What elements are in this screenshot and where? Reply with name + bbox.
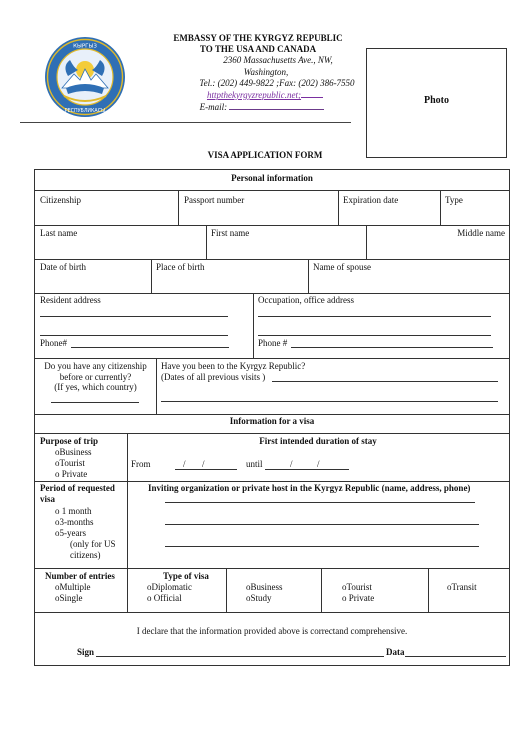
seal-top-text: КЫРГЫЗ: [73, 43, 97, 50]
header-address-2: Washington,: [243, 66, 289, 77]
header-phone: Tel.: (202) 449-9822 ;Fax: (202) 386-7550: [199, 77, 355, 88]
inviting-host-heading: Inviting organization or private host in the Kyrgyz Republic (name, address, phone): [148, 483, 471, 493]
header-line-1: EMBASSY OF THE KYRGYZ REPUBLIC: [173, 33, 343, 43]
passport-type-field[interactable]: Type: [445, 195, 463, 205]
duration-from-field[interactable]: [175, 469, 237, 470]
occupation-address-field[interactable]: Occupation, office address: [258, 295, 355, 305]
row-divider: [35, 481, 509, 482]
form-title: VISA APPLICATION FORM: [207, 150, 323, 160]
seal-bottom-text: РЕСПУБЛИКАСЫ: [64, 109, 106, 114]
passport-number-field[interactable]: Passport number: [184, 195, 245, 205]
duration-from-label: From: [131, 459, 151, 469]
spouse-name-field[interactable]: Name of spouse: [313, 262, 371, 272]
other-citizenship-question: Do you have any citizenship before or currently? (If yes, which country): [44, 361, 147, 392]
other-citizenship-field[interactable]: [51, 402, 139, 403]
email-field[interactable]: [229, 101, 324, 110]
visa-application-form: Personal information Citizenship Passport number Expiration date Type Last name First name Middle name Date of birth Place of birth Name of spouse Resident address Phone# Occupation, office address Phone # Do you have any citizenship before or currently? (If yes, which country) Have you been to the Kyrgyz Republic? (Dates of all previous visits ) Information for a visa Purpose of trip oBusiness oTourist o Private First intended duration of stay From / / until / / Period of requested visa o 1 month o3-months o5-years (only for US citizens) Inviting organization or private host in the Kyrgyz Republic (name, address, phone) Number of entries oMultiple oSingle Type of visa oDiplomatic o Official oBusiness oStudy oTourist o Private oTransit I declare that the information provided above is correctand comprehensive. Sign Data: [34, 169, 510, 666]
inviting-host-field[interactable]: [165, 502, 475, 503]
office-phone-field[interactable]: Phone #: [258, 338, 288, 348]
period-5-years-option[interactable]: o5-years: [55, 528, 86, 538]
purpose-private-option[interactable]: o Private: [55, 469, 88, 479]
row-divider: [35, 433, 509, 434]
row-divider: [35, 293, 509, 294]
type-business-option[interactable]: oBusiness: [246, 582, 283, 592]
resident-address-field[interactable]: Resident address: [40, 295, 101, 305]
row-divider: [35, 568, 509, 569]
purpose-tourist-option[interactable]: oTourist: [55, 458, 85, 468]
visa-type-heading: Type of visa: [163, 571, 209, 581]
type-diplomatic-option[interactable]: oDiplomatic: [147, 582, 192, 592]
personal-info-heading: Personal information: [231, 173, 313, 183]
duration-until-field[interactable]: [265, 469, 349, 470]
resident-phone-field[interactable]: Phone#: [40, 338, 67, 348]
declaration-text: I declare that the information provided above is correctand comprehensive.: [136, 626, 408, 636]
embassy-header: [140, 33, 376, 113]
entries-multiple-option[interactable]: oMultiple: [55, 582, 91, 592]
citizenship-field[interactable]: Citizenship: [40, 195, 81, 205]
row-divider: [35, 259, 509, 260]
period-3-months-option[interactable]: o3-months: [55, 517, 94, 527]
signature-date-field[interactable]: [405, 656, 506, 657]
period-1-month-option[interactable]: o 1 month: [55, 506, 92, 516]
expiration-date-field[interactable]: Expiration date: [343, 195, 399, 205]
previous-visits-question: Have you been to the Kyrgyz Republic?: [161, 361, 306, 371]
header-line-2: TO THE USA AND CANADA: [199, 44, 317, 55]
first-name-field[interactable]: First name: [211, 228, 250, 238]
date-of-birth-field[interactable]: Date of birth: [40, 262, 86, 272]
purpose-business-option[interactable]: oBusiness: [55, 447, 92, 457]
header-address-1: 2360 Massachusetts Ave., NW,: [223, 55, 333, 66]
row-divider: [35, 190, 509, 191]
header-website-link[interactable]: httpthekyrgyzrepublic.net;: [206, 90, 302, 101]
type-tourist-option[interactable]: oTourist: [342, 582, 372, 592]
signature-field[interactable]: [96, 656, 384, 657]
type-official-option[interactable]: o Official: [147, 593, 182, 603]
row-divider: [35, 225, 509, 226]
embassy-seal: [44, 36, 126, 118]
type-private-option[interactable]: o Private: [342, 593, 375, 603]
duration-until-label: until: [246, 459, 263, 469]
middle-name-field[interactable]: Middle name: [457, 228, 505, 238]
type-study-option[interactable]: oStudy: [246, 593, 272, 603]
previous-visits-hint: (Dates of all previous visits ): [161, 372, 266, 382]
header-divider: [20, 122, 351, 123]
previous-visits-field[interactable]: [272, 381, 498, 382]
header-email-label: E-mail:: [199, 102, 228, 113]
row-divider: [35, 612, 509, 613]
date-label: Data: [386, 647, 405, 657]
duration-of-stay-heading: First intended duration of stay: [259, 436, 377, 446]
entries-single-option[interactable]: oSingle: [55, 593, 83, 603]
photo-box[interactable]: [366, 48, 507, 158]
number-of-entries-heading: Number of entries: [45, 571, 115, 581]
visa-period-heading: Period of requested: [40, 483, 115, 493]
visa-info-heading: Information for a visa: [229, 416, 315, 426]
photo-label: Photo: [424, 95, 449, 106]
type-transit-option[interactable]: oTransit: [447, 582, 477, 592]
purpose-of-trip-heading: Purpose of trip: [40, 436, 98, 446]
sign-label: Sign: [77, 647, 95, 657]
row-divider: [35, 414, 509, 415]
last-name-field[interactable]: Last name: [40, 228, 78, 238]
place-of-birth-field[interactable]: Place of birth: [156, 262, 205, 272]
row-divider: [35, 358, 509, 359]
